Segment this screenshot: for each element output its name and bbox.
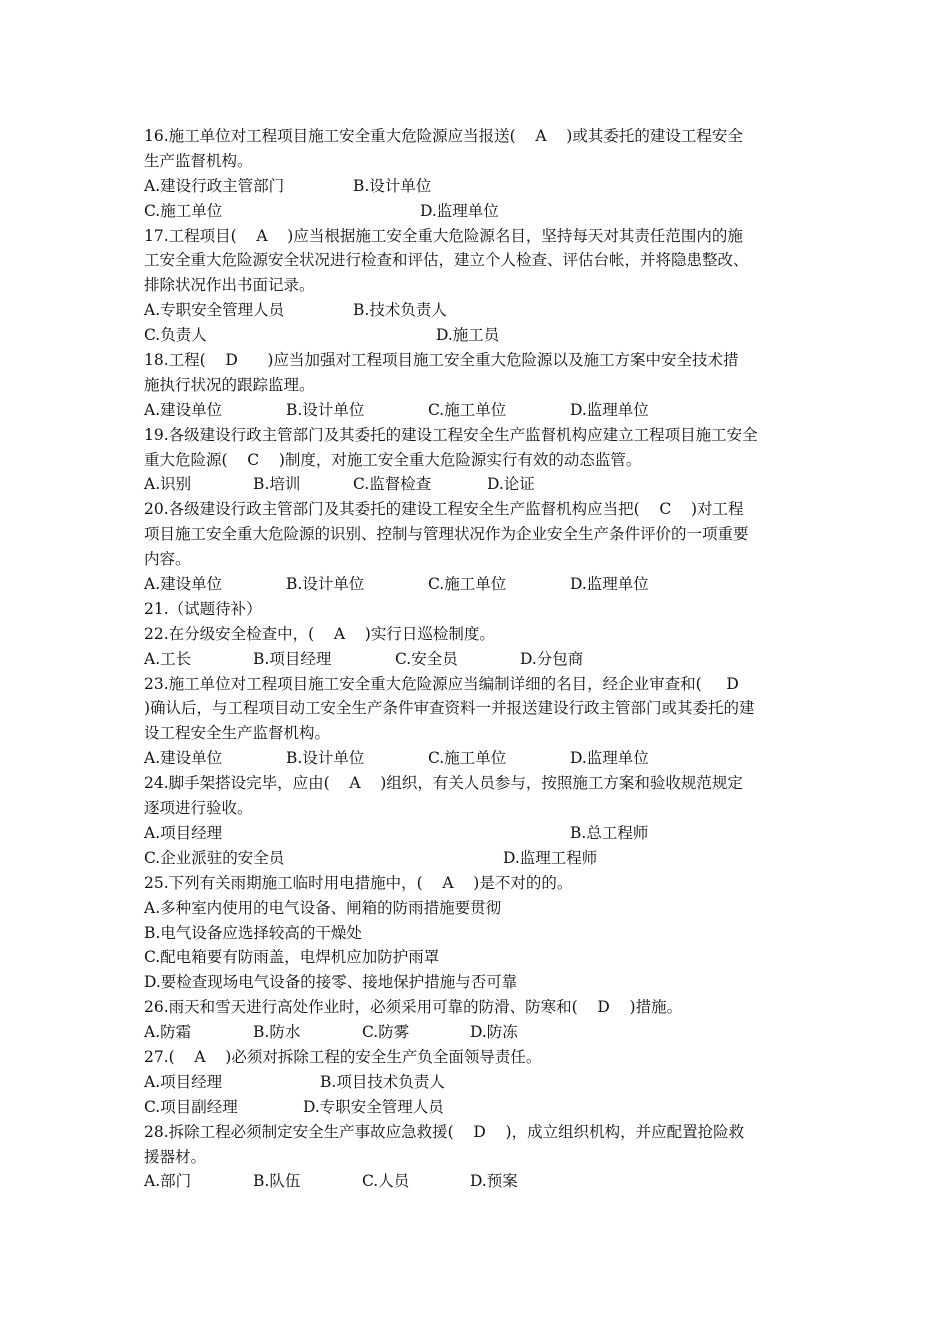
question-20-line-3: 内容。	[144, 550, 191, 569]
question-25-line-1: 25.下列有关雨期施工临时用电措施中，( A )是不对的的。	[144, 873, 573, 892]
question-28-option-d: D.预案	[470, 1172, 518, 1191]
question-23-line-1: 23.施工单位对工程项目施工安全重大危险源应当编制详细的名目，经企业审查和( D	[144, 674, 739, 693]
question-24-line-2: 逐项进行验收。	[144, 799, 253, 818]
question-24-option-b: B.总工程师	[570, 823, 649, 842]
question-16-line-1: 16.施工单位对工程项目施工安全重大危险源应当报送( A )或其委托的建设工程安全	[144, 127, 743, 145]
question-18-option-b: B.设计单位	[286, 400, 365, 419]
question-17-options-row-1	[144, 298, 816, 323]
question-24-line-1: 24.脚手架搭设完毕，应由( A )组织，有关人员参与，按照施工方案和验收规范规定	[144, 774, 743, 793]
question-23-options	[144, 746, 816, 771]
question-26-option-a: A.防霜	[144, 1023, 192, 1042]
question-27-line-1: 27.( A )必须对拆除工程的安全生产负全面领导责任。	[144, 1047, 542, 1066]
question-23-option-a: A.建设单位	[144, 749, 223, 768]
question-27-option-d: D.专职安全管理人员	[303, 1097, 444, 1116]
question-18-line-2: 施执行状况的跟踪监理。	[144, 375, 315, 394]
question-20-option-d: D.监理单位	[570, 575, 649, 594]
question-24-option-a: A.项目经理	[144, 823, 223, 842]
question-16-options-row-2	[144, 199, 816, 224]
question-17-option-b: B.技术负责人	[353, 301, 447, 320]
question-25-option-b: B.电气设备应选择较高的干燥处	[144, 923, 362, 942]
question-19-options	[144, 472, 816, 497]
question-27-options-row-2	[144, 1095, 816, 1120]
question-19-option-d: D.论证	[487, 475, 535, 494]
question-28-line-2: 援器材。	[144, 1147, 207, 1166]
question-19-line-2: 重大危险源( C )制度，对施工安全重大危险源实行有效的动态监管。	[144, 450, 642, 469]
question-18-option-a: A.建设单位	[144, 400, 223, 419]
question-28-option-c: C.人员	[362, 1172, 410, 1191]
question-28-option-a: A.部门	[144, 1172, 192, 1191]
question-25-option-c: C.配电箱要有防雨盖，电焊机应加防护雨罩	[144, 948, 440, 967]
question-19-option-a: A.识别	[144, 475, 192, 494]
question-17-line-1: 17.工程项目( A )应当根据施工安全重大危险源名目，坚持每天对其责任范围内的施	[144, 226, 743, 245]
question-20-options	[144, 572, 816, 597]
question-26-option-d: D.防冻	[470, 1023, 518, 1042]
question-19-option-b: B.培训	[253, 475, 301, 494]
question-17-options-row-2	[144, 323, 816, 348]
question-24-option-c: C.企业派驻的安全员	[144, 848, 285, 867]
question-24-options-row-1	[144, 821, 816, 846]
question-16-option-b: B.设计单位	[353, 176, 432, 195]
question-20-line-2: 项目施工安全重大危险源的识别、控制与管理状况作为企业安全生产条件评价的一项重要	[144, 525, 749, 544]
question-22-line-1: 22.在分级安全检查中，( A )实行日巡检制度。	[144, 624, 495, 643]
question-17-line-3: 排除状况作出书面记录。	[144, 276, 315, 295]
question-22-options	[144, 647, 816, 672]
question-18-option-c: C.施工单位	[428, 400, 507, 419]
question-17-line-2: 工安全重大危险源安全状况进行检查和评估，建立个人检查、评估台帐，并将隐患整改、	[144, 251, 749, 270]
question-16-option-c: C.施工单位	[144, 201, 223, 220]
question-16-option-a: A.建设行政主管部门	[144, 176, 285, 195]
question-23-option-d: D.监理单位	[570, 749, 649, 768]
question-24-options-row-2	[144, 846, 816, 871]
question-18-option-d: D.监理单位	[570, 400, 649, 419]
question-27-option-c: C.项目副经理	[144, 1097, 238, 1116]
question-23-line-3: 设工程安全生产监督机构。	[144, 724, 331, 743]
question-26-line-1: 26.雨天和雪天进行高处作业时，必须采用可靠的防滑、防寒和( D )措施。	[144, 998, 683, 1017]
question-20-option-c: C.施工单位	[428, 575, 507, 594]
question-27-options-row-1	[144, 1070, 816, 1095]
question-19-option-c: C.监督检查	[353, 475, 432, 494]
question-27-option-a: A.项目经理	[144, 1072, 223, 1091]
question-26-option-c: C.防雾	[362, 1023, 410, 1042]
question-26-option-b: B.防水	[253, 1023, 301, 1042]
question-28-options	[144, 1169, 816, 1194]
question-17-option-c: C.负责人	[144, 326, 207, 345]
question-list	[144, 124, 816, 1194]
question-16-option-d: D.监理单位	[420, 201, 499, 220]
question-16-options-row-1	[144, 174, 816, 199]
question-22-option-c: C.安全员	[395, 649, 458, 668]
question-18-options	[144, 398, 816, 423]
question-28-option-b: B.队伍	[253, 1172, 301, 1191]
question-27-option-b: B.项目技术负责人	[320, 1072, 445, 1091]
question-25-option-a: A.多种室内使用的电气设备、闸箱的防雨措施要贯彻	[144, 898, 502, 917]
question-20-option-b: B.设计单位	[286, 575, 365, 594]
question-28-line-1: 28.拆除工程必须制定安全生产事故应急救援( D )，成立组织机构，并应配置抢险救	[144, 1122, 745, 1141]
question-16-line-2: 生产监督机构。	[144, 151, 253, 170]
question-22-option-a: A.工长	[144, 649, 192, 668]
question-24-option-d: D.监理工程师	[503, 848, 598, 867]
question-23-option-b: B.设计单位	[286, 749, 365, 768]
question-21-line-1: 21.（试题待补）	[144, 599, 262, 618]
question-22-option-b: B.项目经理	[253, 649, 332, 668]
question-25-option-d: D.要检查现场电气设备的接零、接地保护措施与否可靠	[144, 973, 518, 992]
question-26-options	[144, 1020, 816, 1045]
question-20-line-1: 20.各级建设行政主管部门及其委托的建设工程安全生产监督机构应当把( C )对工程	[144, 500, 744, 519]
question-17-option-d: D.施工员	[436, 326, 500, 345]
question-19-line-1: 19.各级建设行政主管部门及其委托的建设工程安全生产监督机构应建立工程项目施工安全	[144, 425, 758, 444]
question-23-option-c: C.施工单位	[428, 749, 507, 768]
question-23-line-2: )确认后，与工程项目动工安全生产条件审查资料一并报送建设行政主管部门或其委托的建	[144, 699, 755, 718]
question-22-option-d: D.分包商	[520, 649, 584, 668]
question-17-option-a: A.专职安全管理人员	[144, 301, 285, 320]
question-18-line-1: 18.工程( D )应当加强对工程项目施工安全重大危险源以及施工方案中安全技术措	[144, 351, 739, 370]
question-20-option-a: A.建设单位	[144, 575, 223, 594]
